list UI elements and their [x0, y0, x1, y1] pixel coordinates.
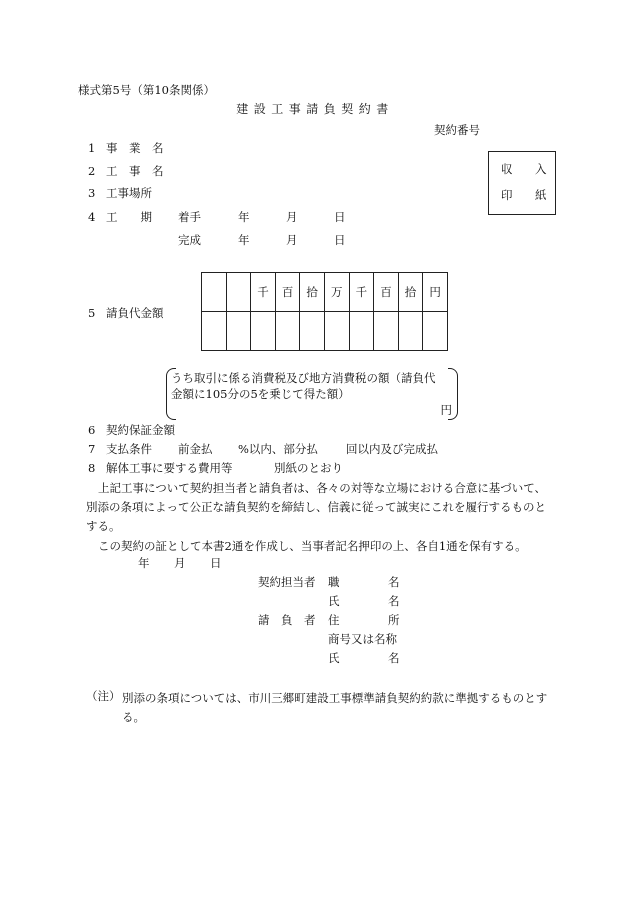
item-7-label: 支払条件 — [106, 442, 152, 456]
revenue-stamp-box — [488, 151, 556, 215]
item-2-label: 工 事 名 — [106, 164, 164, 178]
amount-value-cell — [423, 312, 448, 351]
amount-grid — [201, 272, 448, 351]
item-3-label: 工事場所 — [106, 186, 152, 200]
address-label-a: 住 — [328, 613, 340, 627]
amount-value-cell — [300, 312, 325, 351]
item-6-label: 契約保証金額 — [106, 423, 175, 437]
item-1-label: 事 業 名 — [106, 141, 164, 155]
item-3-number: 3 — [88, 186, 96, 200]
document-title: 建設工事請負契約書 — [236, 102, 394, 116]
stamp-char: 紙 — [535, 188, 547, 202]
contract-number-label: 契約番号 — [434, 123, 480, 137]
partial-payment: %以内、部分払 — [238, 442, 318, 456]
party-contract-officer: 契約担当者 — [258, 575, 316, 589]
name-label-b: 名 — [388, 594, 400, 608]
finish-year: 年 — [238, 233, 250, 247]
finish-day: 日 — [334, 233, 346, 247]
amount-unit-cell — [226, 273, 251, 312]
party-contractor: 請 負 者 — [258, 613, 316, 627]
amount-value-cell — [349, 312, 374, 351]
stamp-char: 入 — [535, 162, 547, 176]
date-year: 年 — [138, 556, 150, 570]
amount-value-cell — [398, 312, 423, 351]
amount-unit-cell: 百 — [275, 273, 300, 312]
finish-label: 完成 — [178, 233, 201, 247]
item-1-number: 1 — [88, 141, 96, 155]
stamp-char: 印 — [501, 188, 513, 202]
amount-value-cell — [251, 312, 276, 351]
amount-unit-cell: 千 — [251, 273, 276, 312]
advance-payment: 前金払 — [178, 442, 213, 456]
tax-note-box — [166, 368, 458, 420]
item-5-label: 請負代金額 — [106, 306, 164, 320]
finish-month: 月 — [286, 233, 298, 247]
form-label: 様式第5号（第10条関係） — [78, 83, 215, 97]
name2-label-b: 名 — [388, 651, 400, 665]
date-month: 月 — [174, 556, 186, 570]
tax-yen-unit: 円 — [440, 403, 452, 417]
item-7-number: 7 — [88, 442, 96, 456]
item-8-value: 別紙のとおり — [274, 461, 343, 475]
item-2-number: 2 — [88, 164, 96, 178]
amount-unit-cell: 百 — [374, 273, 399, 312]
name2-label-a: 氏 — [328, 651, 340, 665]
amount-unit-cell — [202, 273, 227, 312]
start-month: 月 — [286, 210, 298, 224]
address-label-b: 所 — [388, 613, 400, 627]
start-label: 着手 — [178, 210, 201, 224]
tax-note-line-2: 金額に105分の5を乗じて得た額） — [171, 387, 350, 401]
amount-value-cell — [324, 312, 349, 351]
date-day: 日 — [210, 556, 222, 570]
amount-unit-cell: 円 — [423, 273, 448, 312]
amount-value-cell — [374, 312, 399, 351]
trade-name-label: 商号又は名称 — [328, 632, 397, 646]
amount-unit-cell: 拾 — [300, 273, 325, 312]
item-8-number: 8 — [88, 461, 96, 475]
amount-unit-cell: 千 — [349, 273, 374, 312]
start-year: 年 — [238, 210, 250, 224]
item-8-label: 解体工事に要する費用等 — [106, 461, 233, 475]
item-4-label: 工 期 — [106, 210, 152, 224]
position-label-b: 名 — [388, 575, 400, 589]
amount-unit-cell: 万 — [324, 273, 349, 312]
item-6-number: 6 — [88, 423, 96, 437]
stamp-char: 収 — [501, 162, 513, 176]
start-day: 日 — [334, 210, 346, 224]
name-label-a: 氏 — [328, 594, 340, 608]
note-mark: （注） — [86, 689, 121, 703]
amount-value-cell — [226, 312, 251, 351]
amount-unit-cell: 拾 — [398, 273, 423, 312]
note-text: 別添の条項については、市川三郷町建設工事標準請負契約約款に準拠するものとする。 — [122, 691, 548, 724]
item-5-number: 5 — [88, 306, 96, 320]
position-label-a: 職 — [328, 575, 340, 589]
completion-payment: 回以内及び完成払 — [346, 442, 438, 456]
body-paragraph-1: 上記工事について契約担当者と請負者は、各々の対等な立場における合意に基づいて、別添の条項によって公正な請負契約を締結し、信義に従って誠実にこれを履行するものとする。 — [86, 481, 547, 533]
item-4-number: 4 — [88, 210, 96, 224]
amount-value-cell — [202, 312, 227, 351]
amount-value-cell — [275, 312, 300, 351]
tax-note-line-1: うち取引に係る消費税及び地方消費税の額（請負代 — [171, 371, 436, 385]
body-paragraph-2: この契約の証として本書2通を作成し、当事者記名押印の上、各自1通を保有する。 — [98, 539, 527, 553]
